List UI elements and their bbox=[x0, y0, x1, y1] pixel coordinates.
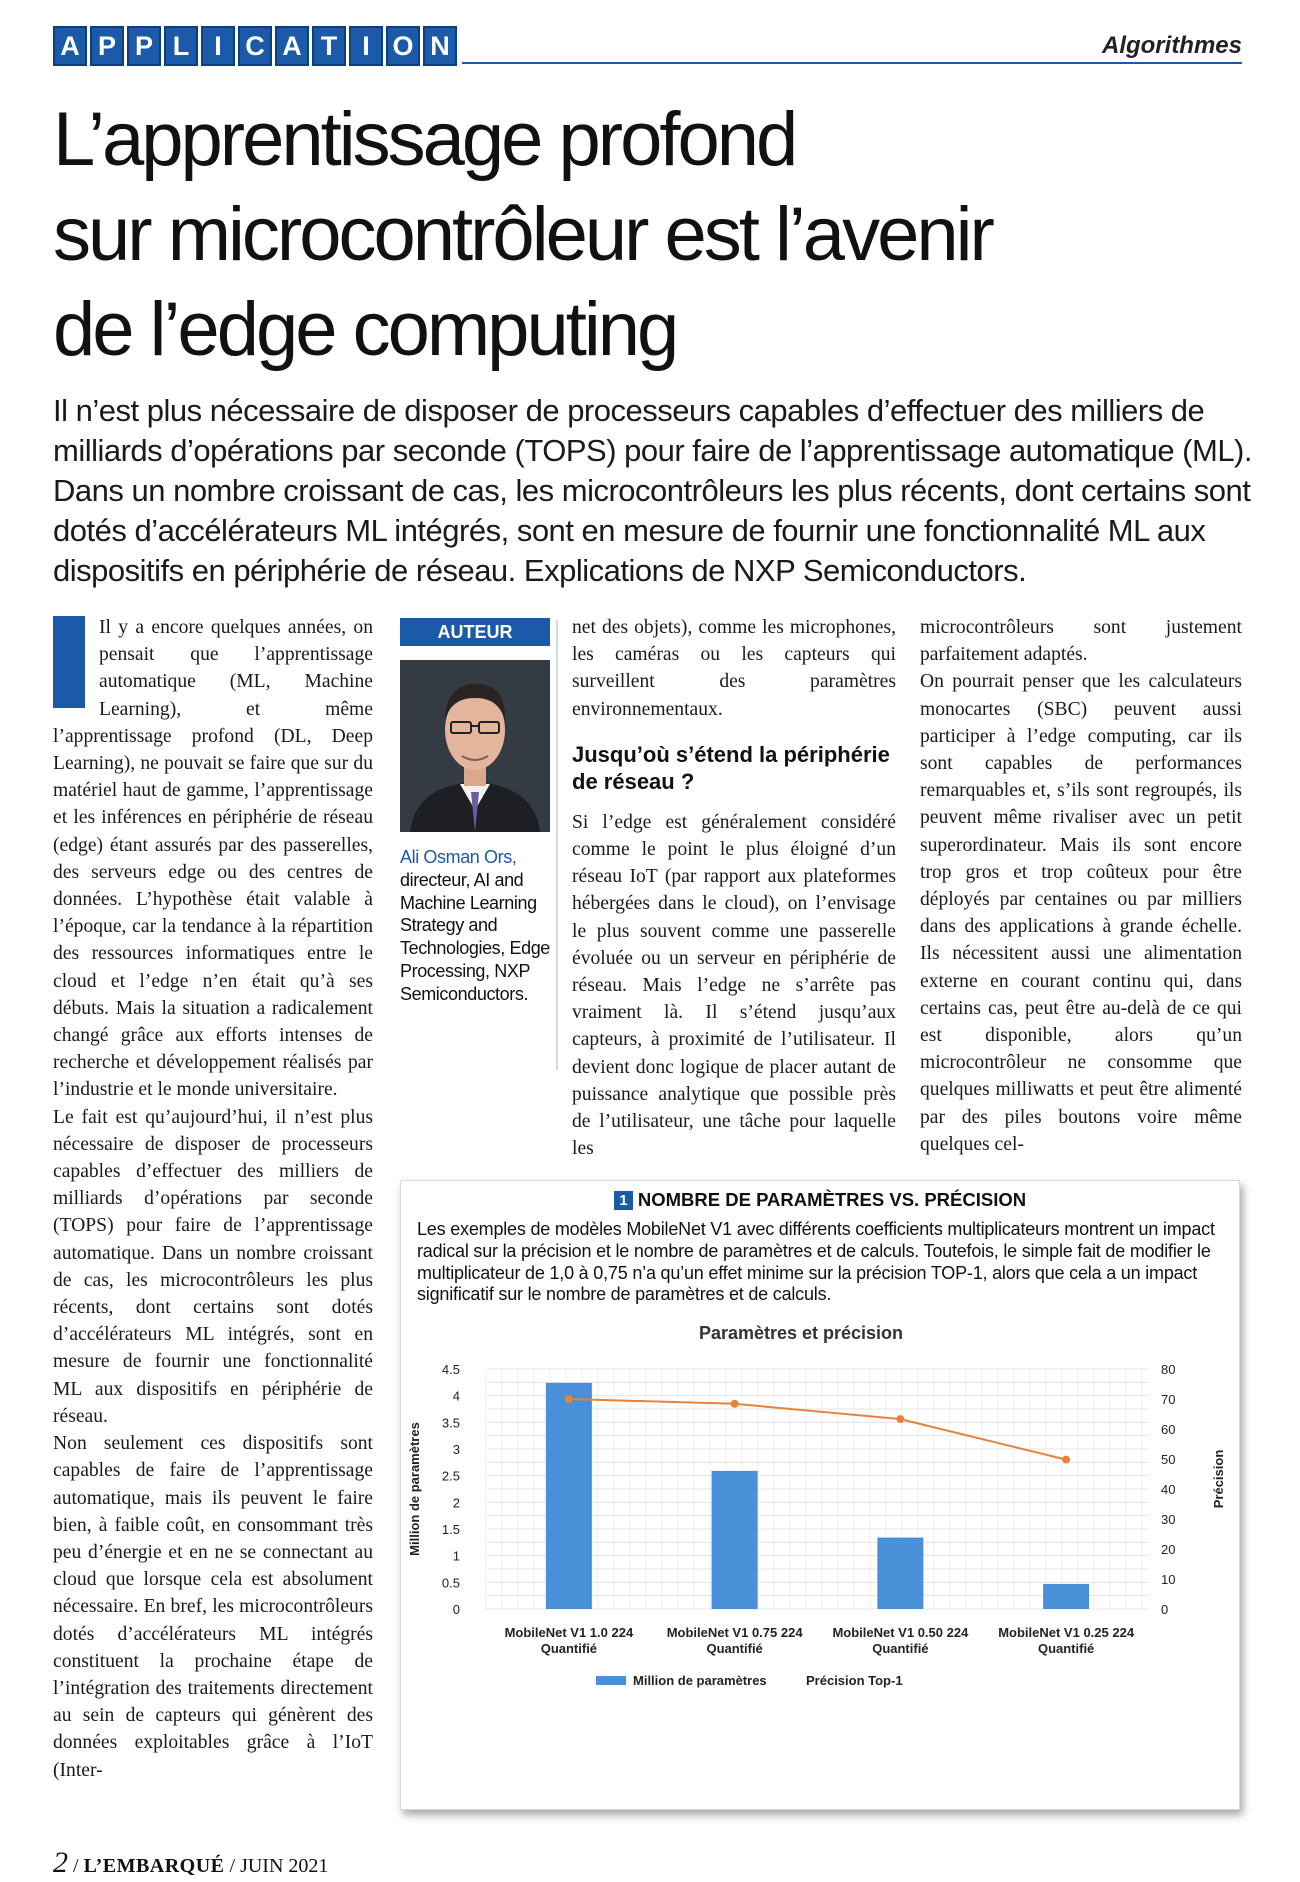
title-line: sur microcontrôleur est l’avenir bbox=[53, 192, 992, 277]
y2-tick-label: 70 bbox=[1161, 1392, 1176, 1407]
y2-axis-label: Précision bbox=[1211, 1449, 1226, 1509]
line-series bbox=[569, 1399, 1066, 1460]
section-letter: T bbox=[312, 26, 346, 66]
column-divider bbox=[556, 620, 558, 1070]
y-tick-label: 0.5 bbox=[441, 1575, 460, 1591]
footer-sep: / bbox=[229, 1855, 241, 1877]
footer bbox=[53, 1846, 328, 1880]
line-point bbox=[565, 1395, 573, 1403]
y2-tick-label: 80 bbox=[1161, 1362, 1176, 1377]
subheading: Jusqu’où s’étend la périphérie de réseau ? bbox=[572, 741, 890, 794]
x-tick-label: Quantifié bbox=[540, 1641, 598, 1656]
section-letter: A bbox=[275, 26, 309, 66]
paragraph: Le fait est qu’aujourd’hui, il n’est plus nécessaire de disposer de processeurs capables d’effectuer des milliers de milliards d’opérations par seconde (TOPS) pour faire de l’apprentissage automatique. Dans un nombre croissant de cas, les microcontrôleurs les plus récents, dont certains sont dotés d’accélérateurs ML intégrés, sont en mesure de fournir une fonctionnalité ML aux dispositifs en périphérie de réseau. bbox=[53, 1106, 373, 1427]
section-letter: O bbox=[386, 26, 420, 66]
paragraph: microcontrôleurs sont justement parfaitement adaptés. bbox=[920, 617, 1242, 666]
paragraph: Il y a encore quelques années, on pensait que l’apprentissage automatique (ML, Machine Learning), et même l’apprentissage profond (DL, Deep Learning), ne pouvait se faire que sur du matériel haut de gamme, l’apprentissage et les inférences en périphérie de réseau (edge) étant assurés par des passerelles, des serveurs edge ou des centres de données. L’hypothèse était valable à l’époque, car la tendance à la répartition des ressources informatiques entre le cloud et l’edge n’en était qu’à ses débuts. Mais la situation a radicalement changé grâce aux efforts intenses de recherche et développement réalisés par l’industrie et le monde universitaire. bbox=[53, 617, 373, 1101]
bar bbox=[546, 1383, 592, 1609]
section-letter: P bbox=[90, 26, 124, 66]
body-column-4 bbox=[920, 614, 1242, 1158]
y-axis-label: Million de paramètres bbox=[407, 1422, 422, 1556]
figure-description: Les exemples de modèles MobileNet V1 avec différents coefficients multiplicateurs montrent un impact radical sur la précision et le nombre de paramètres et de calculs. Toutefois, le simple fait de modifier le multiplicateur de 1,0 à 0,75 n’a qu’un effet minime sur la précision TOP-1, alors que cela a un impact significatif sur le nombre de paramètres et de calculs. bbox=[417, 1219, 1215, 1305]
title-line: de l’edge computing bbox=[53, 287, 677, 372]
y2-tick-label: 30 bbox=[1161, 1512, 1176, 1527]
bar bbox=[877, 1538, 923, 1609]
title-line: L’apprentissage profond bbox=[53, 97, 796, 182]
y2-tick-label: 10 bbox=[1161, 1572, 1176, 1587]
y-tick-label: 2 bbox=[452, 1495, 460, 1511]
line-point bbox=[896, 1415, 904, 1423]
y2-tick-label: 0 bbox=[1161, 1602, 1169, 1617]
y-tick-label: 3 bbox=[452, 1442, 460, 1457]
y-tick-label: 1 bbox=[452, 1548, 460, 1564]
author-portrait bbox=[400, 660, 550, 832]
chart-title: Paramètres et précision bbox=[698, 1323, 904, 1343]
paragraph: Non seulement ces dispositifs sont capables de faire de l’apprentissage automatique, mais ils peuvent le faire bien, à faible coût, en consommant très peu d’énergie et en ne se connectant au cloud que lorsque cela est absolument nécessaire. En bref, les microcontrôleurs dotés d’accélérateurs ML intégrés constituent la prochaine étape de l’intégration des traitements directement au sein de capteurs qui génèrent des données exploitables grâce à l’IoT (Inter- bbox=[53, 1433, 373, 1781]
x-tick-label: MobileNet V1 0.25 224 bbox=[998, 1625, 1135, 1640]
x-tick-label: Quantifié bbox=[872, 1641, 929, 1656]
bar bbox=[712, 1471, 758, 1609]
y-tick-label: 1.5 bbox=[441, 1522, 460, 1537]
section-letter: I bbox=[201, 26, 235, 66]
line-point bbox=[1062, 1456, 1070, 1464]
author-role: directeur, AI and Machine Learning Strategy and Technologies, Edge Processing, NXP Semiconductors. bbox=[400, 869, 550, 1004]
y2-tick-label: 40 bbox=[1161, 1482, 1176, 1497]
body-column-1 bbox=[53, 614, 373, 1784]
y-tick-label: 4 bbox=[452, 1388, 460, 1404]
issue-date: JUIN 2021 bbox=[240, 1855, 329, 1877]
section-letter: L bbox=[164, 26, 198, 66]
author-tag: AUTEUR bbox=[400, 618, 550, 646]
section-letter: I bbox=[349, 26, 383, 66]
x-tick-label: MobileNet V1 1.0 224 bbox=[504, 1625, 634, 1640]
y2-tick-label: 20 bbox=[1161, 1542, 1176, 1557]
footer-sep: / bbox=[73, 1855, 84, 1877]
legend-label: Million de paramètres bbox=[633, 1673, 767, 1688]
magazine-name: L’EMBARQUÉ bbox=[83, 1855, 225, 1877]
paragraph: net des objets), comme les microphones, les caméras ou les capteurs qui surveillent des paramètres environnementaux. bbox=[572, 617, 896, 720]
x-tick-label: Quantifié bbox=[706, 1641, 763, 1656]
legend-label: Précision Top-1 bbox=[806, 1673, 903, 1688]
paragraph: On pourrait penser que les calculateurs monocartes (SBC) peuvent aussi participer à l’edge computing, car ils sont capables de performances remarquables et, s’ils sont regroupés, ils peuvent même rivaliser avec un petit superordinateur. Mais ils sont encore trop gros et trop coûteux pour être déployés par centaines ou par milliers dans des applications à grande échelle. Ils nécessitent aussi une alimentation externe en courant continu qui, dans certains cas, peut être au-delà de ce qui est disponible, alors qu’un microcontrôleur ne consomme que quelques milliwatts et peut être alimenté par des piles boutons voire même quelques cel- bbox=[920, 671, 1242, 1155]
header-rule bbox=[462, 62, 1242, 64]
section-letter: C bbox=[238, 26, 272, 66]
article-lead: Il n’est plus nécessaire de disposer de processeurs capables d’effectuer des milliers de milliards d’opérations par seconde (TOPS) pour faire de l’apprentissage automatique (ML). Dans un nombre croissant de cas, les microcontrôleurs les plus récents, dont certains sont dotés d’accélérateurs ML intégrés, sont en mesure de fournir une fonctionnalité ML aux dispositifs en périphérie de réseau. Explications de NXP Semiconductors. bbox=[53, 393, 1252, 588]
bar bbox=[1043, 1584, 1089, 1609]
section-letter: A bbox=[53, 26, 87, 66]
x-tick-label: MobileNet V1 0.50 224 bbox=[832, 1625, 969, 1640]
author-name: Ali Osman Ors, bbox=[400, 847, 517, 867]
y-tick-label: 0 bbox=[452, 1602, 460, 1617]
drop-cap-bar bbox=[53, 616, 85, 708]
rubric: Algorithmes bbox=[1101, 32, 1242, 59]
body-column-3 bbox=[572, 614, 896, 1162]
line-point bbox=[731, 1400, 739, 1408]
figure-box bbox=[400, 1180, 1240, 1810]
page-number: 2 bbox=[53, 1846, 68, 1879]
section-letter: N bbox=[423, 26, 457, 66]
figure-title-text: NOMBRE DE PARAMÈTRES VS. PRÉCISION bbox=[637, 1189, 1027, 1210]
y2-tick-label: 50 bbox=[1161, 1452, 1176, 1467]
y-tick-label: 4.5 bbox=[441, 1362, 460, 1377]
legend-swatch bbox=[596, 1676, 626, 1685]
y2-tick-label: 60 bbox=[1161, 1422, 1176, 1437]
article-title bbox=[53, 92, 1253, 377]
section-label bbox=[53, 26, 457, 66]
author-caption bbox=[400, 846, 550, 1006]
chart bbox=[401, 1319, 1239, 1807]
figure-number: 1 bbox=[614, 1191, 633, 1210]
paragraph: Si l’edge est généralement considéré comme le point le plus éloigné d’un réseau IoT (par rapport aux plateformes hébergées dans le cloud), on l’envisage le plus souvent comme une passerelle évoluée ou un serveur en périphérie de réseau. Mais l’edge ne s’arrête pas vraiment là. Il s’étend jusqu’aux capteurs, à proximité de l’utilisateur. Il devient donc logique de placer autant de puissance analytique que possible près de l’utilisateur, une tâche pour laquelle les bbox=[572, 811, 896, 1160]
y-tick-label: 3.5 bbox=[441, 1415, 460, 1431]
author-photo bbox=[400, 660, 550, 832]
x-tick-label: Quantifié bbox=[1037, 1641, 1095, 1656]
x-tick-label: MobileNet V1 0.75 224 bbox=[666, 1625, 803, 1640]
figure-title bbox=[401, 1189, 1239, 1211]
y-tick-label: 2.5 bbox=[441, 1468, 460, 1484]
section-letter: P bbox=[127, 26, 161, 66]
